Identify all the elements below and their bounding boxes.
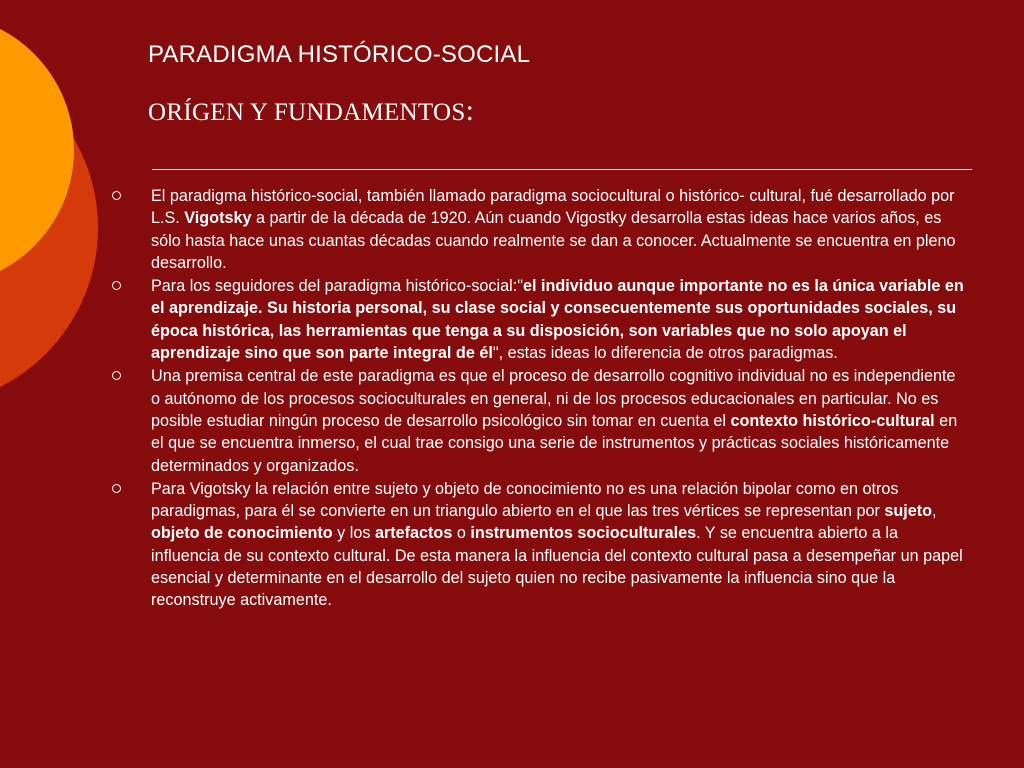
bullet-segment: a partir de la década de 1920. Aún cuando Vigostky desarrolla estas ideas hace varios años, es sólo hasta hace unas cuantas décadas cuando realmente se dan a conocer. Actualmente se encuentra en pleno desarrollo.: [151, 209, 956, 272]
bullet-text: [151, 367, 957, 474]
bullet-circle-icon: [112, 484, 121, 493]
bullet-segment: Una premisa central de este paradigma es que el proceso de desarrollo cognitivo individual no es independiente o autónomo de los procesos socioculturales en general, ni de los procesos educacionales en particular. No es posible estudiar ningún proceso de desarrollo psicológico sin tomar en cuenta el: [151, 367, 956, 430]
bullet-emphasis: contexto histórico-cultural: [730, 411, 935, 430]
bullet-text: [151, 277, 964, 362]
bullet-segment: y los: [332, 524, 375, 543]
bullet-emphasis: artefactos: [374, 524, 453, 543]
bullet-segment: Para los seguidores del paradigma histórico-social:": [151, 277, 523, 296]
subtitle-text: ORÍGEN Y FUNDAMENTOS: [148, 99, 466, 126]
slide-subtitle: [148, 94, 474, 130]
bullet-item: [112, 185, 966, 274]
bullet-circle-icon: [112, 371, 121, 380]
title-divider: [152, 169, 972, 170]
bullet-segment: Para Vigotsky la relación entre sujeto y objeto de conocimiento no es una relación bipolar como en otros paradigmas, para él se convierte en un triangulo abierto en el que las tres vértices se representan por: [151, 479, 899, 521]
bullet-segment: ,: [932, 502, 937, 521]
bullet-item: [112, 365, 966, 476]
bullet-circle-icon: [112, 281, 121, 290]
bullet-segment: en el que se encuentra inmerso, el cual trae consigo una serie de instrumentos y prácticas sociales históricamente determinados y organizados.: [151, 411, 958, 475]
bullet-segment: El paradigma histórico-social, también llamado paradigma sociocultural o histórico- cultural, fué desarrollado por L.S.: [151, 187, 955, 228]
bullet-emphasis: instrumentos socioculturales: [470, 524, 697, 543]
bullet-text: [151, 480, 963, 609]
slide-title: PARADIGMA HISTÓRICO-SOCIAL: [148, 41, 531, 68]
bullet-segment: ", estas ideas lo diferencia de otros paradigmas.: [492, 344, 838, 363]
bullet-text: [151, 187, 956, 272]
bullet-circle-icon: [112, 191, 121, 200]
bullet-segment: . Y se encuentra abierto a la influencia de su contexto cultural. De esta manera la influencia del contexto cultural pasa a desempeñar un papel esencial y determinante en el desarrollo del sujeto quien no recibe pasivamente la influencia sino que la reconstruye activamente.: [151, 524, 963, 610]
bullet-item: [112, 275, 966, 364]
subtitle-colon: :: [465, 94, 475, 127]
bullet-segment: o: [452, 524, 471, 543]
bullet-emphasis: sujeto: [884, 502, 933, 521]
bullet-emphasis: el individuo aunque importante no es la única variable en el aprendizaje. Su historia personal, su clase social y consecuentemente sus oportunidades sociales, su época histórica, las herramientas que tenga a su disposición, son variables que no solo apoyan el aprendizaje sino que son parte integral de él: [151, 277, 964, 363]
bullet-list: [112, 185, 966, 613]
bullet-emphasis: Vigotsky: [184, 209, 252, 228]
bullet-item: [112, 478, 966, 612]
bullet-emphasis: objeto de conocimiento: [151, 524, 333, 543]
